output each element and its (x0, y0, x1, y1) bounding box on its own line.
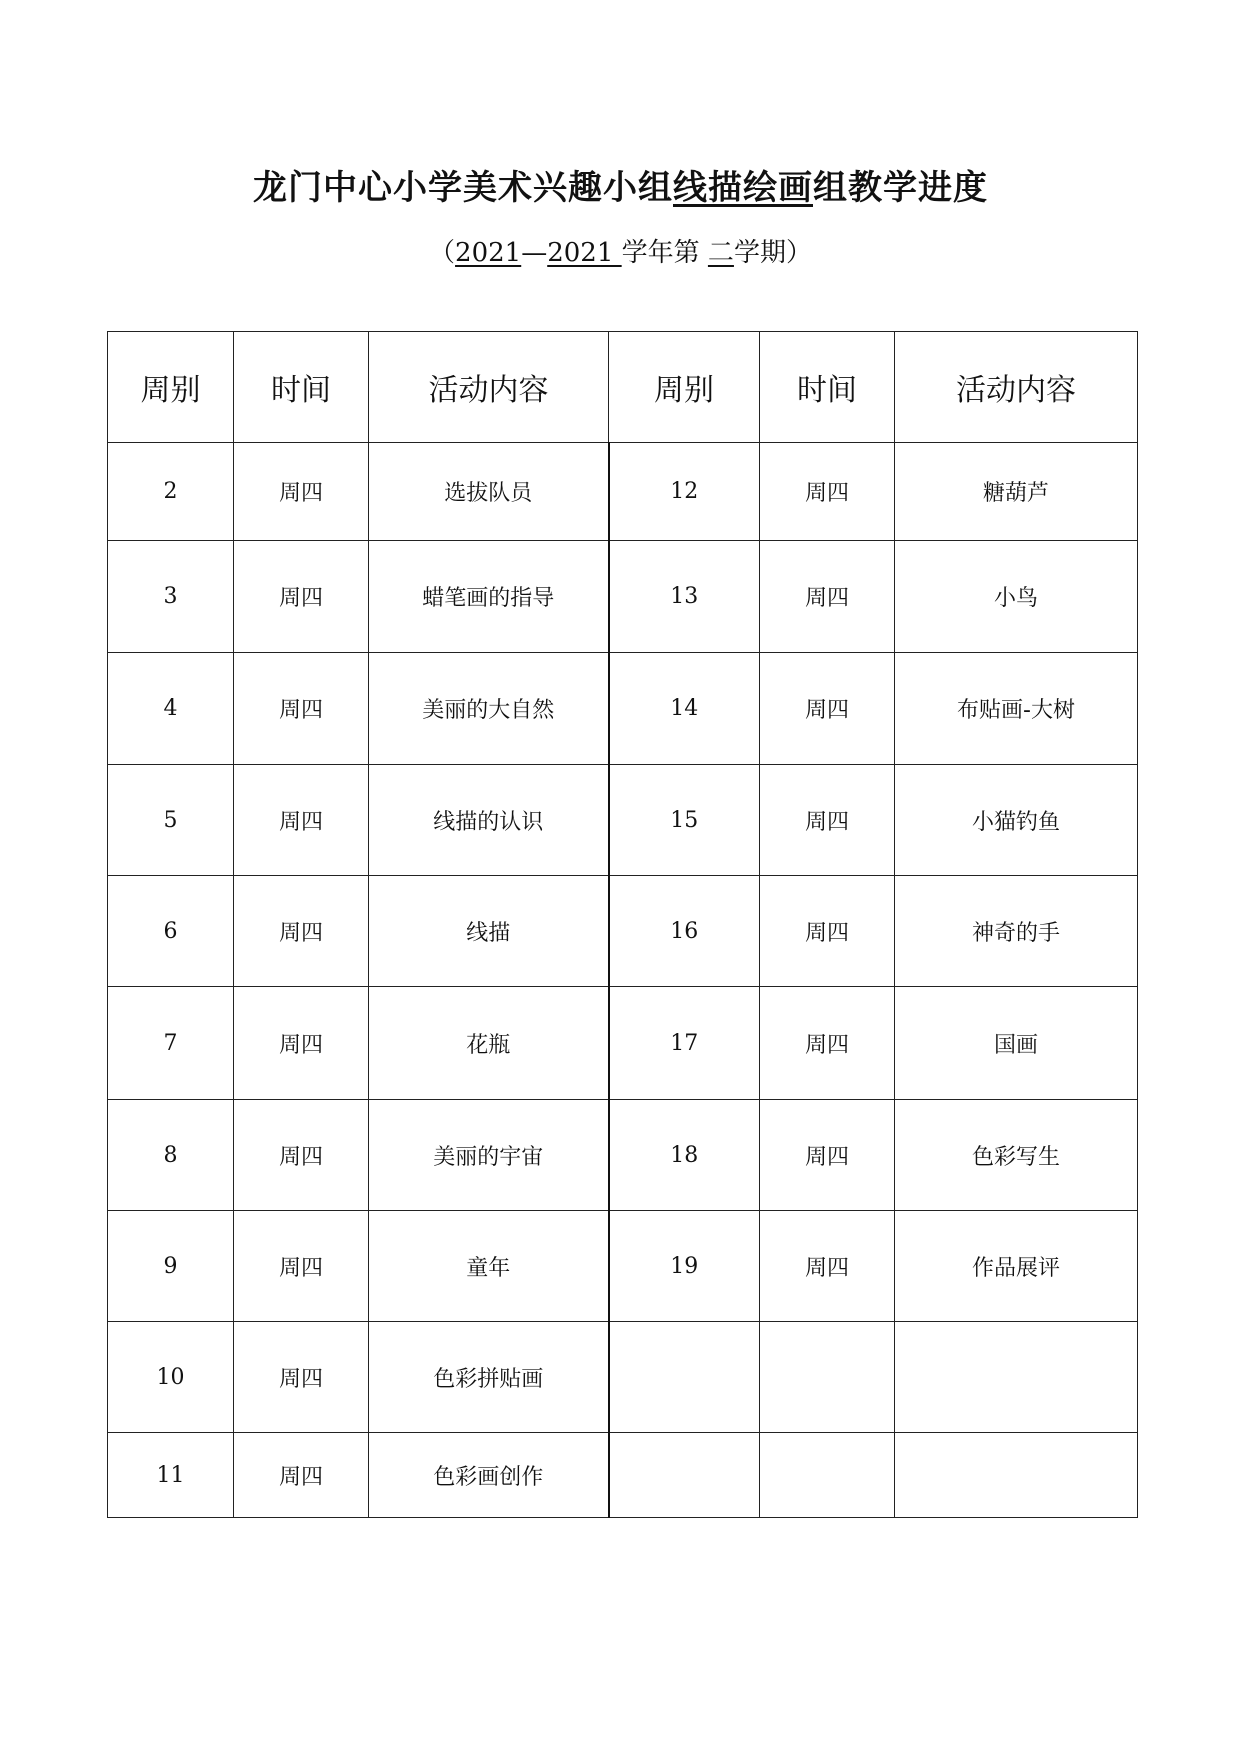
term-open-paren: （ (429, 238, 456, 268)
table-row (108, 876, 1138, 987)
table-row (108, 653, 1138, 765)
table-row (108, 1211, 1138, 1322)
week-cell: 2 (108, 443, 234, 541)
time-cell: 周四 (234, 1211, 369, 1322)
time-cell: 周四 (234, 1322, 369, 1433)
activity-cell: 线描的认识 (369, 765, 609, 876)
header-row (108, 332, 1138, 443)
activity-cell (895, 1433, 1138, 1518)
term-close: 学期） (733, 238, 812, 268)
week-cell: 19 (609, 1211, 760, 1322)
week-cell: 7 (108, 987, 234, 1100)
activity-cell: 美丽的大自然 (369, 653, 609, 765)
activity-cell: 色彩拼贴画 (369, 1322, 609, 1433)
time-cell: 周四 (234, 1433, 369, 1518)
document-title (0, 160, 1241, 209)
activity-cell: 布贴画-大树 (895, 653, 1138, 765)
week-cell: 10 (108, 1322, 234, 1433)
header-week-left: 周别 (108, 332, 234, 443)
activity-cell: 小猫钓鱼 (895, 765, 1138, 876)
term-mid: 学年第 (621, 238, 708, 268)
table-row (108, 443, 1138, 541)
activity-cell (895, 1322, 1138, 1433)
header-week-right: 周别 (609, 332, 760, 443)
header-time-left: 时间 (234, 332, 369, 443)
week-cell (609, 1433, 760, 1518)
table-row (108, 541, 1138, 653)
time-cell: 周四 (760, 1211, 895, 1322)
week-cell: 12 (609, 443, 760, 541)
activity-cell: 童年 (369, 1211, 609, 1322)
time-cell: 周四 (234, 653, 369, 765)
time-cell (760, 1322, 895, 1433)
term-number: 二 (707, 238, 734, 268)
activity-cell: 作品展评 (895, 1211, 1138, 1322)
week-cell: 14 (609, 653, 760, 765)
year-start: 2021 (455, 238, 522, 268)
time-cell: 周四 (234, 541, 369, 653)
activity-cell: 选拔队员 (369, 443, 609, 541)
time-cell: 周四 (760, 987, 895, 1100)
header-activity-left: 活动内容 (369, 332, 609, 443)
week-cell: 8 (108, 1100, 234, 1211)
activity-cell: 糖葫芦 (895, 443, 1138, 541)
week-cell: 16 (609, 876, 760, 987)
time-cell: 周四 (234, 876, 369, 987)
time-cell: 周四 (234, 987, 369, 1100)
activity-cell: 蜡笔画的指导 (369, 541, 609, 653)
week-cell: 13 (609, 541, 760, 653)
title-group-name: 线描绘画 (673, 168, 813, 208)
week-cell: 5 (108, 765, 234, 876)
time-cell (760, 1433, 895, 1518)
title-suffix: 组教学进度 (813, 168, 988, 208)
week-cell: 4 (108, 653, 234, 765)
term-line (0, 232, 1241, 269)
schedule-table (107, 331, 1138, 1518)
activity-cell: 小鸟 (895, 541, 1138, 653)
time-cell: 周四 (760, 876, 895, 987)
year-end: 2021 (547, 238, 622, 268)
week-cell: 9 (108, 1211, 234, 1322)
table-row (108, 987, 1138, 1100)
activity-cell: 色彩画创作 (369, 1433, 609, 1518)
title-prefix: 龙门中心小学美术兴趣小组 (253, 168, 673, 208)
table-row (108, 1433, 1138, 1518)
time-cell: 周四 (234, 1100, 369, 1211)
header-activity-right: 活动内容 (895, 332, 1138, 443)
time-cell: 周四 (760, 443, 895, 541)
table-row (108, 765, 1138, 876)
time-cell: 周四 (760, 1100, 895, 1211)
year-dash: — (521, 238, 548, 268)
table-row (108, 1322, 1138, 1433)
week-cell: 6 (108, 876, 234, 987)
time-cell: 周四 (760, 653, 895, 765)
header-time-right: 时间 (760, 332, 895, 443)
activity-cell: 色彩写生 (895, 1100, 1138, 1211)
week-cell: 15 (609, 765, 760, 876)
time-cell: 周四 (234, 765, 369, 876)
activity-cell: 神奇的手 (895, 876, 1138, 987)
activity-cell: 花瓶 (369, 987, 609, 1100)
week-cell (609, 1322, 760, 1433)
week-cell: 18 (609, 1100, 760, 1211)
table-row (108, 1100, 1138, 1211)
week-cell: 17 (609, 987, 760, 1100)
time-cell: 周四 (760, 765, 895, 876)
week-cell: 3 (108, 541, 234, 653)
time-cell: 周四 (760, 541, 895, 653)
activity-cell: 美丽的宇宙 (369, 1100, 609, 1211)
time-cell: 周四 (234, 443, 369, 541)
activity-cell: 线描 (369, 876, 609, 987)
week-cell: 11 (108, 1433, 234, 1518)
activity-cell: 国画 (895, 987, 1138, 1100)
